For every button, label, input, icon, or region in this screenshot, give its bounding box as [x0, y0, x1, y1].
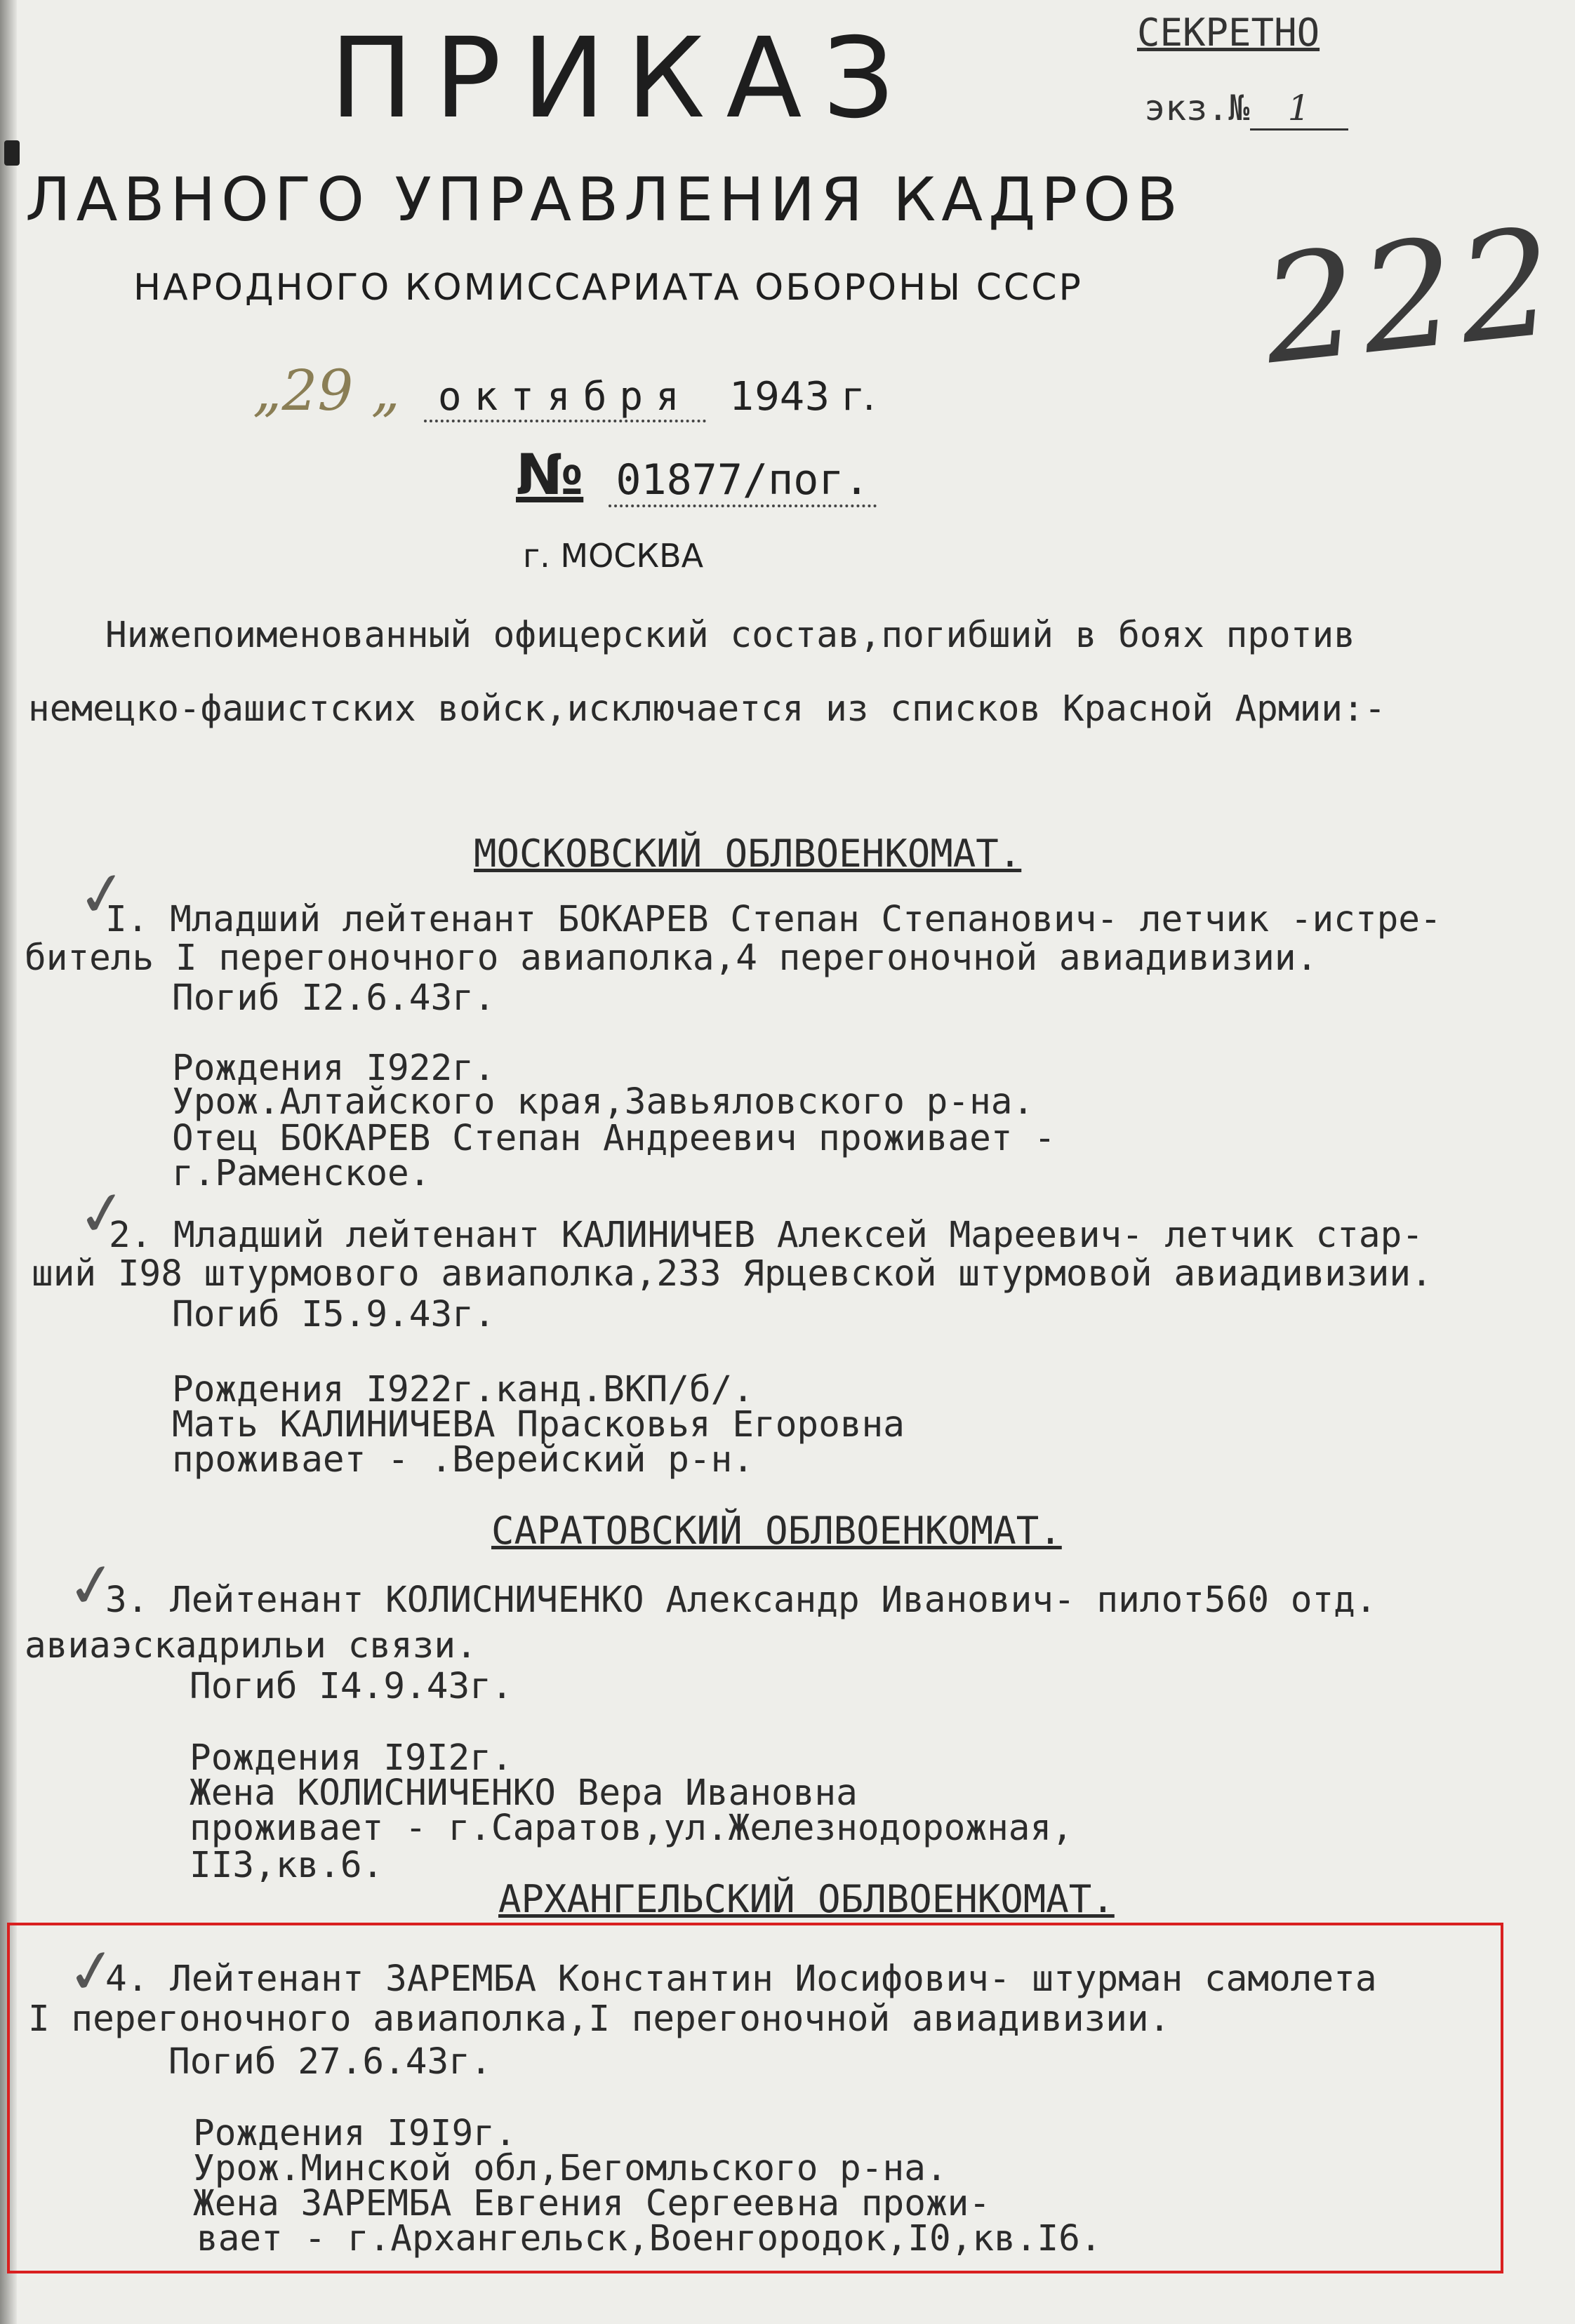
- check-mark-icon: ✓: [62, 1547, 122, 1624]
- binding-mark: [4, 140, 20, 166]
- entry-line: Рождения I922г.: [172, 1048, 496, 1089]
- order-date: [253, 358, 875, 423]
- check-mark-icon: ✓: [72, 1175, 133, 1253]
- commissariat-name: НАРОДНОГО КОМИССАРИАТА ОБОРОНЫ СССР: [133, 267, 1083, 309]
- entry-line: Рождения I922г.канд.ВКП/б/.: [172, 1369, 755, 1410]
- entry-line: 3. Лейтенант КОЛИСНИЧЕНКО Александр Иванович- пилот560 отд.: [105, 1580, 1377, 1621]
- entry-line: вает - г.Архангельск,Военгородок,I0,кв.I6.: [197, 2218, 1102, 2259]
- entry-line: I. Младший лейтенант БОКАРЕВ Степан Степанович- летчик -истре-: [105, 899, 1442, 940]
- entry-line: Жена КОЛИСНИЧЕНКО Вера Ивановна: [190, 1772, 858, 1814]
- entry-line: 4. Лейтенант ЗАРЕМБА Константин Иосифович- штурман самолета: [105, 1958, 1377, 2000]
- entry-line: битель I перегоночного авиаполка,4 перегоночной авиадивизии.: [25, 937, 1318, 979]
- city: г. МОСКВА: [523, 537, 704, 575]
- section-heading-arkhangelsk: АРХАНГЕЛЬСКИЙ ОБЛВОЕНКОМАТ.: [498, 1877, 1115, 1921]
- entry-line: Урож.Алтайского края,Завьяловского р-на.: [172, 1081, 1035, 1123]
- highlight-box: [7, 1923, 1503, 2273]
- department-name: ЛАВНОГО УПРАВЛЕНИЯ КАДРОВ: [25, 165, 1183, 235]
- check-mark-icon: ✓: [62, 1933, 122, 2010]
- entry-line: проживает - .Верейский р-н.: [172, 1439, 755, 1481]
- entry-line: Погиб I2.6.43г.: [172, 977, 496, 1019]
- entry-line: Погиб I5.9.43г.: [172, 1294, 496, 1335]
- copy-number: 1: [1250, 88, 1348, 131]
- order-number: 01877/пог.: [609, 455, 876, 507]
- entry-line: г.Раменское.: [172, 1153, 431, 1194]
- intro-line-1: Нижепоименованный офицерский состав,погибший в боях против: [105, 615, 1355, 656]
- order-number-line: [516, 442, 877, 507]
- copy-label: экз.№: [1144, 88, 1250, 128]
- check-mark-icon: ✓: [72, 856, 133, 933]
- entry-line: 2. Младший лейтенант КАЛИНИЧЕВ Алексей Мареевич- летчик стар-: [109, 1215, 1423, 1256]
- date-year: 1943 г.: [729, 374, 876, 420]
- entry-line: ший I98 штурмового авиаполка,233 Ярцевской штурмовой авиадивизии.: [32, 1253, 1433, 1295]
- entry-line: II3,кв.6.: [190, 1845, 384, 1886]
- copy-number-line: [1144, 88, 1348, 131]
- intro-line-2: немецко-фашистских войск,исключается из списков Красной Армии:-: [28, 688, 1386, 730]
- date-day: „29 „: [253, 358, 401, 423]
- entry-line: I перегоночного авиаполка,I перегоночной авиадивизии.: [28, 1998, 1171, 2040]
- entry-line: Отец БОКАРЕВ Степан Андреевич проживает -: [172, 1118, 1056, 1159]
- entry-line: Жена ЗАРЕМБА Евгения Сергеевна прожи-: [193, 2183, 991, 2224]
- entry-line: Урож.Минской обл,Бегомльского р-на.: [193, 2148, 948, 2189]
- entry-line: Рождения I9I2г.: [190, 1737, 513, 1779]
- section-heading-moscow: МОСКОВСКИЙ ОБЛВОЕНКОМАТ.: [474, 832, 1022, 876]
- handwritten-page-number: 222: [1255, 195, 1566, 398]
- entry-line: Рождения I9I9г.: [193, 2113, 517, 2154]
- entry-line: проживает - г.Саратов,ул.Железнодорожная,: [190, 1808, 1073, 1849]
- number-sign: №: [516, 442, 584, 507]
- entry-line: Мать КАЛИНИЧЕВА Прасковья Егоровна: [172, 1404, 905, 1445]
- order-title: ПРИКАЗ: [330, 14, 915, 143]
- entry-line: авиаэскадрильи связи.: [25, 1625, 477, 1667]
- date-month: октября: [424, 374, 706, 422]
- secret-stamp: СЕКРЕТНО: [1137, 11, 1320, 55]
- entry-line: Погиб I4.9.43г.: [190, 1666, 513, 1707]
- entry-line: Погиб 27.6.43г.: [168, 2041, 492, 2083]
- section-heading-saratov: САРАТОВСКИЙ ОБЛВОЕНКОМАТ.: [491, 1509, 1062, 1553]
